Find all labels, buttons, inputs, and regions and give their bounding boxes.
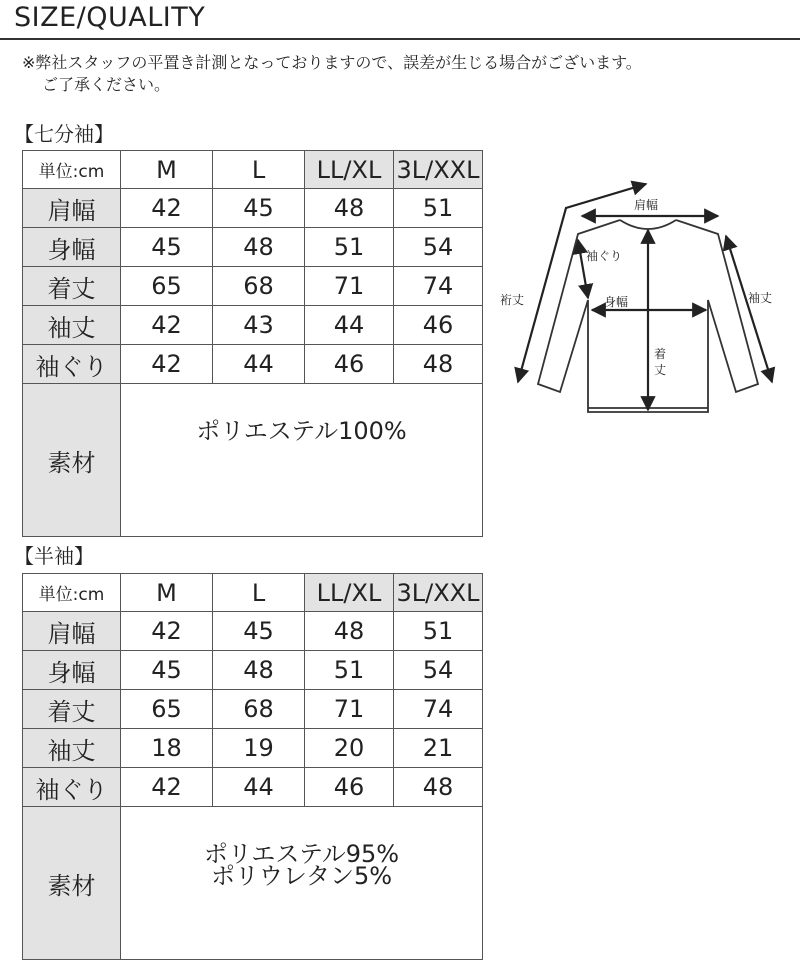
table-cell: 43 (213, 306, 305, 345)
table-cell: 48 (394, 345, 483, 384)
label-width: 身幅 (604, 295, 629, 309)
table-cell: 42 (121, 612, 213, 651)
table-cell: 54 (394, 651, 483, 690)
table-cell: 44 (213, 768, 305, 807)
table-cell: 54 (394, 228, 483, 267)
table-cell: 20 (305, 729, 394, 768)
table-cell: 48 (305, 612, 394, 651)
table-cell: 48 (394, 768, 483, 807)
section-title-short-sleeve: 【半袖】 (14, 544, 94, 568)
table-cell: 46 (394, 306, 483, 345)
table-cell: 68 (213, 690, 305, 729)
table-row (23, 729, 483, 768)
label-shoulder: 肩幅 (634, 198, 659, 212)
row-label: 袖ぐり (23, 768, 121, 807)
page-heading: SIZE/QUALITY (14, 2, 206, 33)
material-label: 素材 (23, 807, 121, 960)
row-label: 身幅 (23, 228, 121, 267)
note-line-1: ※弊社スタッフの平置き計測となっておりますので、誤差が生じる場合がございます。 (22, 53, 642, 72)
table-cell: 44 (305, 306, 394, 345)
label-sleeve: 袖丈 (748, 291, 773, 305)
size-table-short-sleeve (22, 573, 483, 960)
size-header-3l: 3L/XXL (394, 151, 483, 189)
table-cell: 42 (121, 345, 213, 384)
table-cell: 68 (213, 267, 305, 306)
table-cell: 71 (305, 690, 394, 729)
table-cell: 45 (213, 189, 305, 228)
material-label: 素材 (23, 384, 121, 537)
note-line-2: ご了承ください。 (42, 75, 171, 94)
table-cell: 42 (121, 189, 213, 228)
garment-measurement-diagram (500, 172, 790, 422)
unit-cell: 単位:cm (23, 151, 121, 189)
size-table-three-quarter-sleeve (22, 150, 483, 537)
table-cell: 42 (121, 768, 213, 807)
row-label: 袖ぐり (23, 345, 121, 384)
label-length-2: 丈 (654, 363, 667, 377)
size-header-ll: LL/XL (305, 151, 394, 189)
material-row (23, 807, 483, 960)
row-label: 着丈 (23, 690, 121, 729)
yuki-arrow (518, 184, 646, 382)
row-label: 肩幅 (23, 189, 121, 228)
size-header-l: L (213, 151, 305, 189)
heading-divider (0, 38, 800, 40)
table-cell: 45 (121, 651, 213, 690)
table-cell: 48 (213, 228, 305, 267)
size-header-m: M (121, 151, 213, 189)
material-line: ポリエステル95% (203, 840, 400, 868)
measurement-note (22, 52, 642, 96)
table-cell: 65 (121, 690, 213, 729)
table-row (23, 228, 483, 267)
table-cell: 45 (121, 228, 213, 267)
row-label: 着丈 (23, 267, 121, 306)
table-cell: 51 (394, 189, 483, 228)
section-title-three-quarter-sleeve: 【七分袖】 (14, 122, 114, 146)
table-cell: 44 (213, 345, 305, 384)
row-label: 袖丈 (23, 729, 121, 768)
table-cell: 19 (213, 729, 305, 768)
table-cell: 18 (121, 729, 213, 768)
material-row (23, 384, 483, 537)
material-value (121, 384, 483, 537)
row-label: 身幅 (23, 651, 121, 690)
table-header-row (23, 151, 483, 189)
table-cell: 74 (394, 267, 483, 306)
table-row (23, 189, 483, 228)
sleeve-arrow (726, 236, 772, 382)
table-row (23, 768, 483, 807)
table-cell: 48 (213, 651, 305, 690)
material-line: ポリウレタン5% (210, 862, 393, 890)
table-row (23, 612, 483, 651)
size-header-3l: 3L/XXL (394, 574, 483, 612)
table-cell: 46 (305, 768, 394, 807)
table-row (23, 651, 483, 690)
unit-cell: 単位:cm (23, 574, 121, 612)
table-row (23, 306, 483, 345)
label-armhole: 袖ぐり (586, 249, 623, 263)
table-row (23, 690, 483, 729)
label-length-1: 着 (654, 347, 667, 361)
material-value (121, 807, 483, 960)
label-yuki: 裄丈 (500, 293, 525, 307)
table-cell: 51 (305, 228, 394, 267)
table-cell: 51 (394, 612, 483, 651)
row-label: 袖丈 (23, 306, 121, 345)
size-header-m: M (121, 574, 213, 612)
table-cell: 65 (121, 267, 213, 306)
row-label: 肩幅 (23, 612, 121, 651)
material-line: ポリエステル100% (196, 417, 407, 445)
table-cell: 45 (213, 612, 305, 651)
size-header-l: L (213, 574, 305, 612)
table-cell: 71 (305, 267, 394, 306)
size-header-ll: LL/XL (305, 574, 394, 612)
table-cell: 74 (394, 690, 483, 729)
table-row (23, 345, 483, 384)
table-header-row (23, 574, 483, 612)
table-row (23, 267, 483, 306)
table-cell: 48 (305, 189, 394, 228)
table-cell: 51 (305, 651, 394, 690)
table-cell: 21 (394, 729, 483, 768)
table-cell: 46 (305, 345, 394, 384)
table-cell: 42 (121, 306, 213, 345)
